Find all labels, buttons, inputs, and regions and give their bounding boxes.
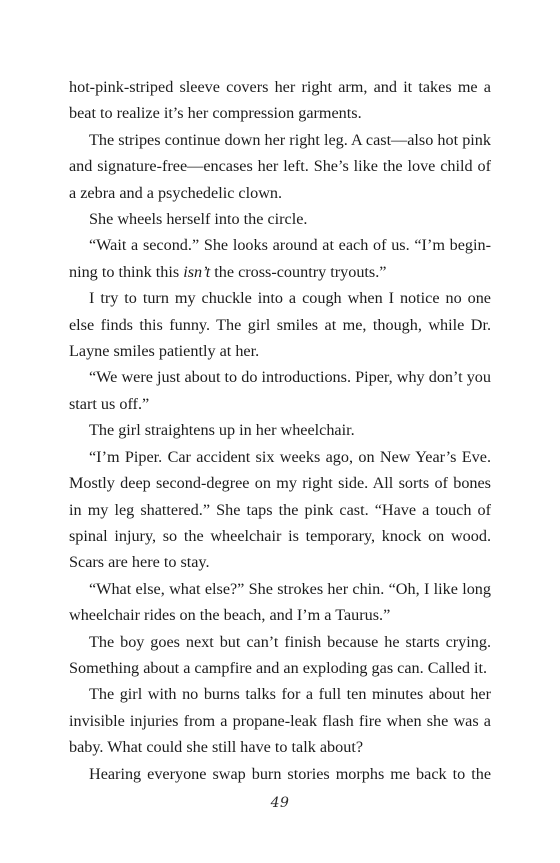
paragraph xyxy=(69,681,491,760)
text-run: The girl with no burns talks for a full ten minutes about her invisible injuries from a propane-leak flash fire when she was a baby. What could she still have to talk about? xyxy=(69,685,491,757)
paragraph xyxy=(69,364,491,417)
text-run: hot-pink-striped sleeve covers her right arm, and it takes me a beat to realize it’s her compression garments. xyxy=(69,78,491,123)
text-run: Hearing everyone swap burn stories morphs me back to the xyxy=(89,764,491,783)
paragraph xyxy=(69,444,491,576)
page-number: 49 xyxy=(270,795,290,811)
text-run: The boy goes next but can’t finish because he starts crying. Something about a campfire and an exploding gas can. Called it. xyxy=(69,632,491,677)
paragraph xyxy=(69,206,491,232)
text-run: The stripes continue down her right leg. A cast—also hot pink and signature-free—encases her left. She’s like the love child of a zebra and a psychedelic clown. xyxy=(69,130,491,202)
paragraph xyxy=(69,417,491,443)
paragraph xyxy=(69,761,491,787)
text-run: “What else, what else?” She strokes her chin. “Oh, I like long wheelchair rides on the beach, and I’m a Taurus.” xyxy=(69,579,491,625)
paragraph xyxy=(69,74,491,127)
paragraph xyxy=(69,285,491,364)
text-run: She wheels herself into the circle. xyxy=(89,210,308,229)
body-text xyxy=(69,74,491,787)
text-run: I try to turn my chuckle into a cough when I notice no one else finds this funny. The girl smiles at me, though, while Dr. Layne smiles patiently at her. xyxy=(69,289,491,361)
paragraph xyxy=(69,576,491,629)
text-run: the cross-country tryouts.” xyxy=(210,262,387,281)
text-run: The girl straightens up in her wheelchair. xyxy=(89,421,355,440)
italic-text: isn’t xyxy=(183,262,211,281)
paragraph xyxy=(69,127,491,206)
paragraph xyxy=(69,629,491,682)
text-run: “I’m Piper. Car accident six weeks ago, on New Year’s Eve. Mostly deep second-degree on my right side. All sorts of bones in my leg shattered.” She taps the pink cast. “Have a touch of spinal injury, so the wheelchair is temporary, knock on wood. Scars are here to stay. xyxy=(69,447,491,572)
text-run: “We were just about to do introductions. Piper, why don’t you start us off.” xyxy=(69,368,491,413)
text-run: “Wait a second.” She looks around at each of us. “I’m begin-ning to think this xyxy=(69,236,491,281)
paragraph xyxy=(69,232,491,285)
